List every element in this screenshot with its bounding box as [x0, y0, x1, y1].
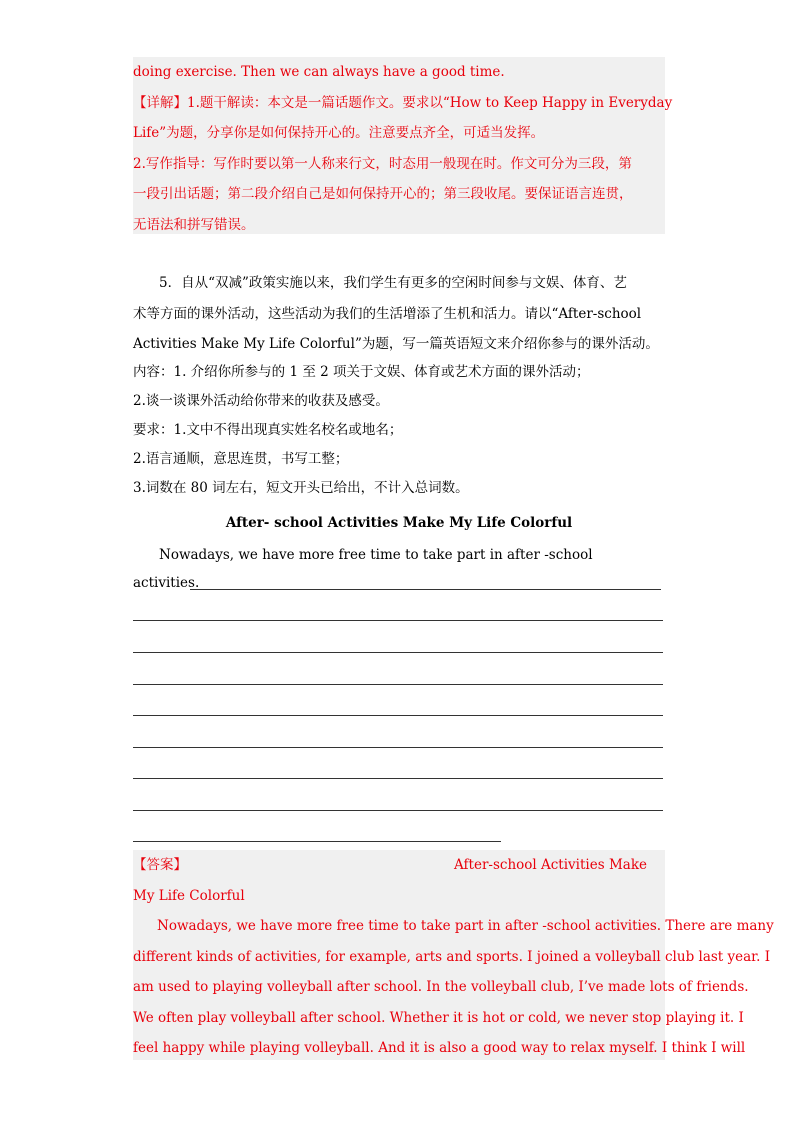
answer-label: 【答案】 [133, 857, 187, 873]
answer-line: We often play volleyball after school. Whether it is hot or cold, we never stop playing it. I [133, 1009, 744, 1026]
essay-opening-line-1: Nowadays, we have more free time to take part in after -school [159, 547, 593, 563]
content-line-1: 内容：1. 介绍你所参与的 1 至 2 项关于文娱、体育或艺术方面的课外活动； [133, 364, 590, 380]
requirement-line-1: 要求：1.文中不得出现真实姓名校名或地名； [133, 422, 403, 438]
requirement-line-2: 2.语言通顺，意思连贯，书写工整； [133, 451, 349, 467]
writing-line[interactable] [133, 810, 663, 811]
guide-line-2: 一段引出话题；第二段介绍自己是如何保持开心的；第三段收尾。要保证语言连贯， [133, 186, 633, 202]
question-requirements [133, 358, 665, 503]
detail-line-1: 【详解】1.题干解读：本文是一篇话题作文。要求以“How to Keep Happy in Everyday [133, 94, 673, 111]
question-line-1: 5．自从“双减”政策实施以来，我们学生有更多的空闲时间参与文娱、体育、艺 [159, 275, 627, 291]
writing-line[interactable] [133, 652, 663, 653]
guide-line-3: 无语法和拼写错误。 [133, 216, 255, 233]
guide-line-1: 2.写作指导：写作时要以第一人称来行文，时态用一般现在时。作文可分为三段，第 [133, 155, 632, 172]
essay-opening-line-2: activities. [133, 575, 200, 591]
writing-line[interactable] [190, 589, 661, 590]
essay-opening-2 [133, 568, 665, 599]
answer-line: am used to playing volleyball after school. In the volleyball club, I’ve made lots of friends. [133, 979, 749, 995]
essay-title: After- school Activities Make My Life Colorful [225, 515, 573, 531]
previous-answer-line: doing exercise. Then we can always have a good time. [133, 64, 505, 80]
writing-line[interactable] [133, 684, 663, 685]
question-line-2: 术等方面的课外活动，这些活动为我们的生活增添了生机和活力。请以“After-school [133, 305, 642, 322]
content-line-2: 2.谈一谈课外活动给你带来的收获及感受。 [133, 393, 389, 409]
previous-answer-block [133, 57, 673, 234]
answer-title-part-2: My Life Colorful [133, 887, 245, 904]
answer-header [133, 850, 665, 881]
answer-title-part-1: After-school Activities Make [454, 857, 647, 873]
answer-line: feel happy while playing volleyball. And it is also a good way to relax myself. I think I will [133, 1040, 746, 1056]
writing-line[interactable] [133, 778, 663, 779]
question-line-3: Activities Make My Life Colorful”为题，写一篇英语短文来介绍你参与的课外活动。 [133, 336, 659, 352]
writing-line[interactable] [133, 841, 501, 842]
question-5 [133, 268, 665, 360]
answer-block [133, 850, 774, 1060]
writing-line[interactable] [133, 715, 663, 716]
detail-line-2: Life”为题，分享你是如何保持开心的。注意要点齐全，可适当发挥。 [133, 125, 545, 141]
essay-opening [133, 540, 665, 571]
answer-line: different kinds of activities, for example, arts and sports. I joined a volleyball club last year. I [133, 948, 771, 965]
writing-line[interactable] [133, 747, 663, 748]
requirement-line-3: 3.词数在 80 词左右，短文开头已给出，不计入总词数。 [133, 480, 469, 496]
answer-line: Nowadays, we have more free time to take part in after -school activities. There are many [157, 918, 774, 934]
writing-line[interactable] [133, 620, 663, 621]
